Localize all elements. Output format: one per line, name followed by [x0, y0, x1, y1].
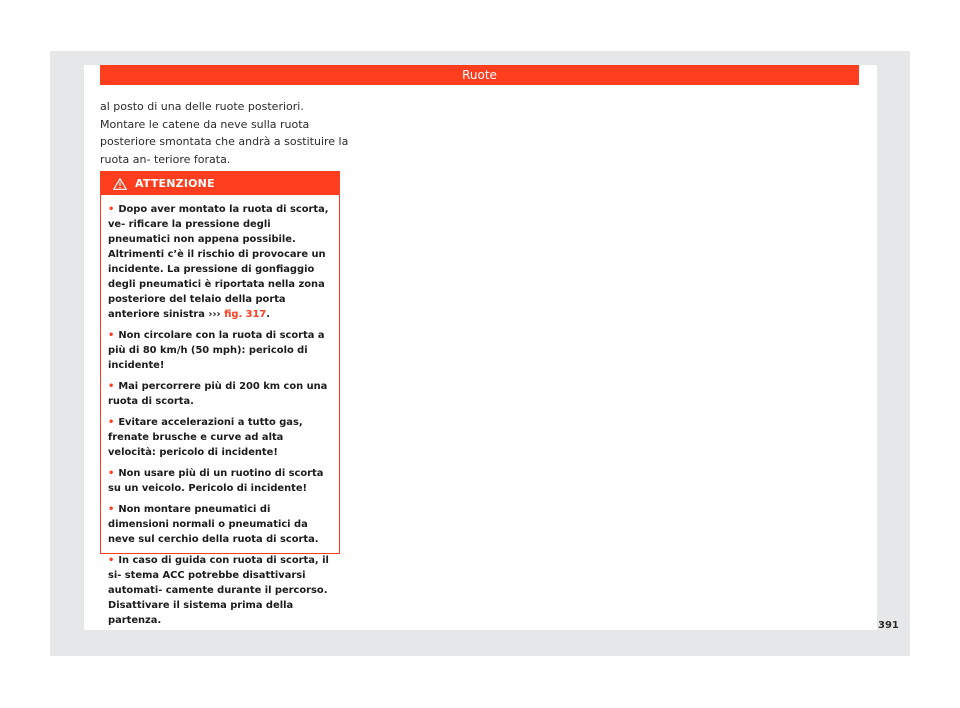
warning-item-text: Non circolare con la ruota di scorta a più di 80 km/h (50 mph): pericolo di incidente! — [108, 330, 325, 371]
warning-item-text: Non usare più di un ruotino di scorta su un veicolo. Pericolo di incidente! — [108, 468, 324, 494]
warning-item-suffix: . — [266, 309, 271, 320]
warning-item — [108, 202, 331, 322]
figure-reference-link[interactable]: fig. 317 — [224, 309, 267, 320]
warning-item — [108, 379, 331, 409]
warning-title: ATTENZIONE — [135, 177, 215, 190]
warning-item-text: Evitare accelerazioni a tutto gas, frenate brusche e curve ad alta velocità: pericolo di incidente! — [108, 417, 303, 458]
warning-triangle-icon — [113, 178, 127, 190]
bullet-dot: • — [108, 381, 115, 392]
warning-item-text: In caso di guida con ruota di scorta, il si- stema ACC potrebbe disattivarsi automati- camente durante il percorso. Disattivare il sistema prima della partenza. — [108, 555, 329, 626]
warning-item — [108, 415, 331, 460]
warning-box — [100, 171, 340, 626]
bullet-dot: • — [108, 417, 115, 428]
warning-item — [108, 553, 331, 628]
bullet-dot: • — [108, 555, 115, 566]
bullet-dot: • — [108, 504, 115, 515]
warning-item-text: Non montare pneumatici di dimensioni normali o pneumatici da neve sul cerchio della ruota di scorta. — [108, 504, 319, 545]
warning-item — [108, 466, 331, 496]
bullet-dot: • — [108, 468, 115, 479]
bullet-dot: • — [108, 330, 115, 341]
page-number: 391 — [878, 620, 899, 631]
section-title: Ruote — [462, 68, 497, 82]
warning-item — [108, 328, 331, 373]
section-header — [100, 65, 859, 85]
warning-list — [101, 195, 339, 628]
warning-item — [108, 502, 331, 547]
bullet-dot: • — [108, 204, 115, 215]
warning-item-text: Mai percorrere più di 200 km con una ruota di scorta. — [108, 381, 328, 407]
warning-header — [101, 172, 339, 195]
warning-item-text: Dopo aver montato la ruota di scorta, ve- rificare la pressione degli pneumatici non appena possibile. Altrimenti c’è il rischio di provocare un incidente. La pressione di gonfiaggio degli pneumatici è riportata nella zona posteriore del telaio della porta anteriore sinistra ››› — [108, 204, 329, 320]
intro-paragraph: al posto di una delle ruote posteriori. Montare le catene da neve sulla ruota posteriore smontata che andrà a sostituire la ruota an- teriore forata. — [100, 100, 349, 166]
